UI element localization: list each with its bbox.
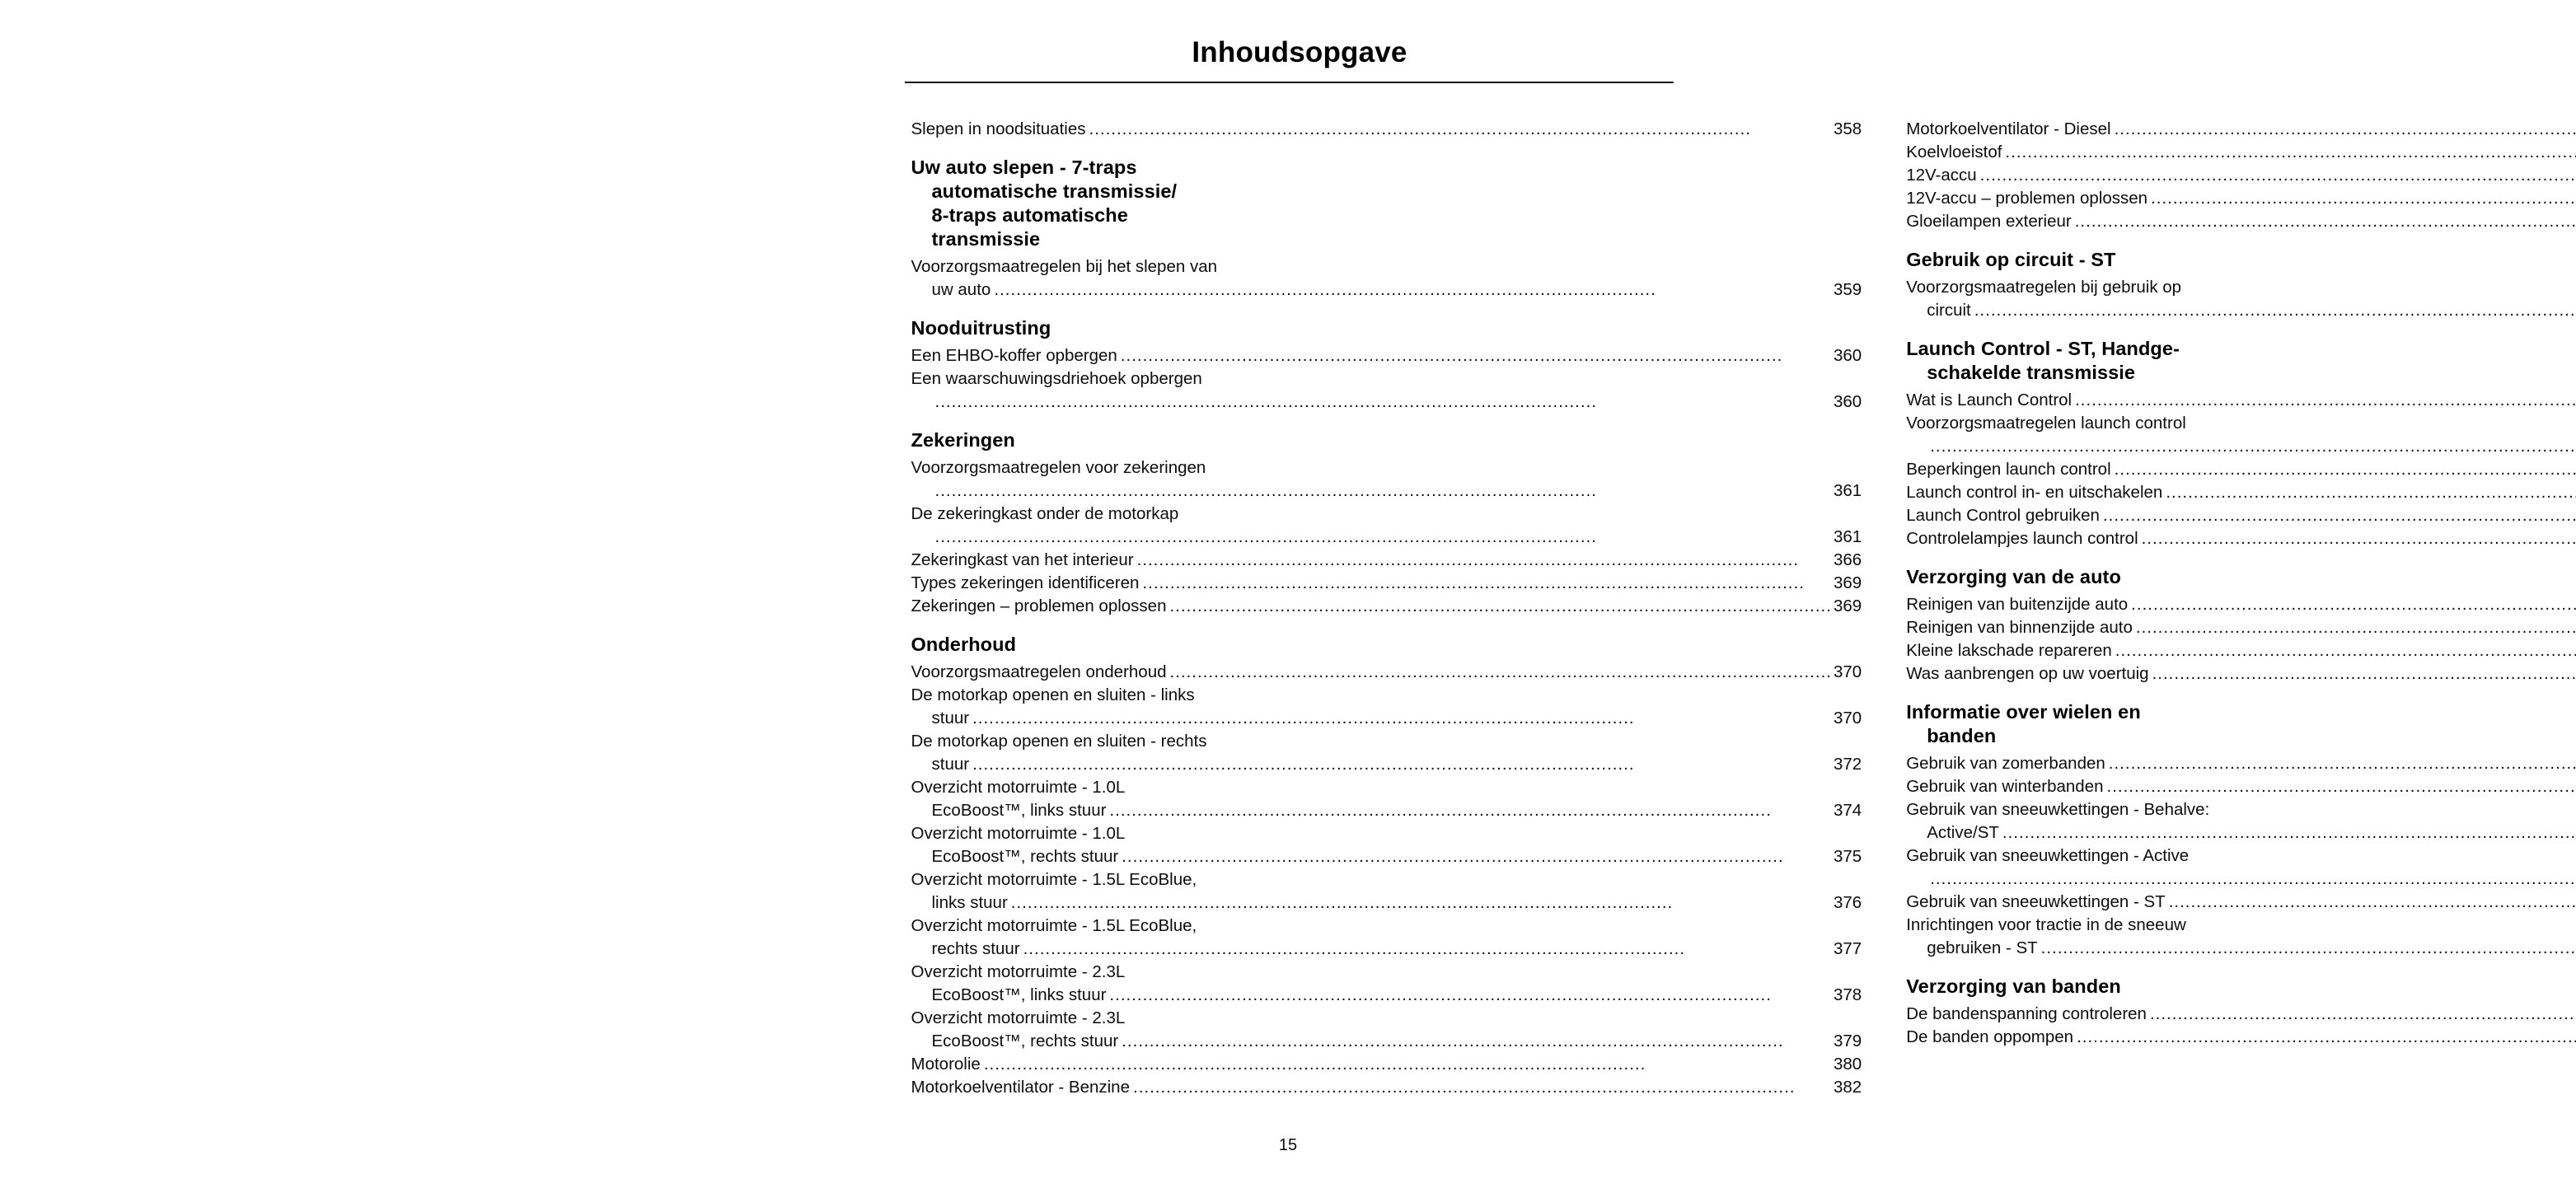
leader-dots [2075,210,2576,233]
toc-entry-page-number: 382 [1833,1078,1862,1097]
toc-entry-last-line [1906,164,2576,187]
leader-dots [2075,389,2576,412]
toc-entry-text: uw auto [931,280,991,299]
toc-entry-text: De bandenspanning controleren [1906,1004,2147,1023]
toc-entry [911,1076,1862,1099]
toc-entry-text-line: De motorkap openen en sluiten - rechts [911,732,1207,751]
toc-entry-last-line [911,549,1862,572]
toc-entry [911,503,1862,549]
toc-entry-page-number: 380 [1833,1055,1862,1074]
toc-entry [1906,118,2576,141]
toc-entry-text: Gebruik van winterbanden [1906,777,2104,796]
toc-entry-text-line: Gebruik van sneeuwkettingen - Active [1906,846,2190,865]
toc-entry-text-line: Voorzorgsmaatregelen launch control [1906,414,2186,433]
toc-entry [1906,210,2576,233]
toc-entry-last-line [911,753,1862,776]
toc-entry [911,367,1862,414]
leader-dots [1137,549,1832,572]
toc-entry-text: Gebruik van sneeuwkettingen - ST [1906,892,2166,911]
toc-entry-text: Launch control in- en uitschakelen [1906,483,2163,502]
toc-entry-last-line [1906,639,2576,662]
toc-entry [1906,914,2576,960]
page-title: Inhoudsopgave [1192,36,1407,68]
toc-entry [911,961,1862,1007]
page-header [911,36,1688,83]
toc-entry-last-line [1906,662,2576,685]
leader-dots [994,278,1832,302]
leader-dots [1011,891,1832,915]
toc-entry-page-number: 378 [1833,985,1862,1004]
toc-entry-last-line [1906,481,2576,504]
toc-section-heading-line: automatische transmissie/ [931,180,1178,202]
leader-dots [1089,118,1832,141]
toc-entry-text: Wat is Launch Control [1906,391,2073,409]
toc-entry-last-line [911,938,1862,961]
toc-entry-last-line [911,845,1862,868]
toc-section-heading-line: 8-traps automatische [931,204,1128,226]
toc-entry-text-line: Overzicht motorruimte - 1.0L [911,824,1126,843]
toc-column-right [1906,118,2576,1099]
toc-entry [1906,481,2576,504]
toc-section-heading [1906,248,2576,272]
toc-entry-last-line [1906,616,2576,639]
toc-entry [1906,187,2576,210]
toc-entry-last-line [911,526,1862,549]
toc-entry-text-line: Voorzorgsmaatregelen bij gebruik op [1906,278,2182,297]
toc-entry [911,255,1862,302]
toc-column-left [911,118,1862,1099]
leader-dots [972,753,1832,776]
toc-section-heading [1906,565,2576,589]
leader-dots [2142,527,2576,550]
toc-entry [1906,389,2576,412]
toc-entry-last-line [1906,775,2576,798]
toc-section-heading-line: Verzorging van de auto [1906,566,2121,587]
toc-entry-page-number: 375 [1833,847,1862,866]
toc-section-heading-line: transmissie [931,228,1041,250]
leader-dots [2115,458,2576,481]
leader-dots [2136,616,2576,639]
toc-entry-last-line [911,480,1862,503]
toc-entry-text: Beperkingen launch control [1906,460,2111,479]
page-footer [854,1136,1723,1155]
toc-entry [1906,458,2576,481]
toc-section-heading [1906,337,2576,385]
leader-dots [2103,504,2576,527]
toc-entry-text: 12V-accu [1906,166,1977,185]
toc-entry-last-line [911,1053,1862,1076]
toc-entry-last-line [911,984,1862,1007]
toc-section-heading-line: Verzorging van banden [1906,975,2121,997]
toc-entry [1906,662,2576,685]
toc-entry-text: EcoBoost™, links stuur [931,801,1107,820]
manual-page [854,0,2210,1193]
toc-entry-last-line [911,707,1862,730]
toc-section-heading-line: Gebruik op circuit - ST [1906,249,2116,270]
toc-entry [1906,891,2576,914]
toc-entry-text-line: De zekeringkast onder de motorkap [911,504,1179,523]
toc-entry-text: Motorkoelventilator - Diesel [1906,119,2111,138]
leader-dots [1170,661,1832,684]
header-divider [905,82,1674,83]
toc-entry-last-line [911,278,1862,302]
toc-entry-last-line [1906,1026,2576,1049]
toc-entry [1906,639,2576,662]
toc-entry [911,730,1862,776]
leader-dots [1121,344,1832,367]
toc-entry-text: gebruiken - ST [1927,938,2038,957]
leader-dots [1109,799,1832,822]
toc-entry [1906,164,2576,187]
page-number: 15 [1278,1136,1298,1154]
toc-entry [911,868,1862,915]
toc-entry-last-line [911,799,1862,822]
toc-entry [1906,844,2576,891]
toc-section-heading [911,316,1862,340]
toc-entry-last-line [911,661,1862,684]
toc-entry-text-line: Gebruik van sneeuwkettingen - Behalve: [1906,800,2210,819]
toc-entry-last-line [1906,458,2576,481]
toc-entry-page-number: 358 [1833,119,1862,138]
toc-entry-page-number: 372 [1833,755,1862,774]
toc-entry [911,915,1862,961]
toc-entry-last-line [1906,118,2576,141]
toc-entry-text-line: Overzicht motorruimte - 2.3L [911,962,1126,981]
toc-entry-text: Voorzorgsmaatregelen onderhoud [911,662,1167,681]
toc-section-heading [911,428,1862,452]
toc-entry-text-line: De motorkap openen en sluiten - links [911,685,1195,704]
toc-entry [911,661,1862,684]
toc-entry-last-line [1906,299,2576,322]
toc-entry-last-line [1906,210,2576,233]
toc-entry-page-number: 370 [1833,709,1862,727]
toc-entry-last-line [1906,891,2576,914]
toc-entry-text: Zekeringen – problemen oplossen [911,596,1167,615]
leader-dots [2002,821,2576,844]
toc-section-heading [911,156,1862,251]
toc-entry [911,595,1862,618]
toc-entry-last-line [911,1030,1862,1053]
toc-section-heading [1906,975,2576,999]
leader-dots [1169,595,1831,618]
toc-entry-text: rechts stuur [931,939,1020,958]
toc-entry [1906,775,2576,798]
toc-entry-text: Reinigen van buitenzijde auto [1906,595,2129,614]
leader-dots [2107,775,2576,798]
toc-entry-text: Kleine lakschade repareren [1906,641,2112,660]
toc-entry-text: Motorkoelventilator - Benzine [911,1078,1130,1097]
toc-entry-text: Gebruik van zomerbanden [1906,754,2105,773]
toc-entry-last-line [911,391,1862,414]
toc-section-heading-line: Informatie over wielen en [1906,701,2141,723]
toc-entry-text: stuur [931,755,970,774]
leader-dots [2152,662,2576,685]
toc-entry-text: Controlelampjes launch control [1906,529,2138,548]
toc-entry-page-number: 360 [1833,346,1862,365]
toc-section-heading-line: Uw auto slepen - 7-traps [911,157,1137,178]
toc-entry [1906,1026,2576,1049]
toc-entry-text-line: Voorzorgsmaatregelen voor zekeringen [911,458,1206,477]
toc-section-heading [1906,700,2576,748]
toc-section-heading-line: Zekeringen [911,429,1015,451]
toc-entry [911,822,1862,868]
leader-dots [2005,141,2576,164]
toc-entry-last-line [1906,821,2576,844]
toc-entry-text: Zekeringkast van het interieur [911,550,1134,569]
toc-entry-page-number: 369 [1833,596,1862,615]
leader-dots [2077,1026,2576,1049]
toc-entry-page-number: 369 [1833,573,1862,592]
leader-dots [2131,593,2576,616]
toc-entry-page-number: 379 [1833,1032,1862,1050]
leader-dots [1133,1076,1832,1099]
leader-dots [1980,164,2576,187]
toc-entry [911,344,1862,367]
toc-section-heading-line: schakelde transmissie [1927,362,2136,383]
toc-entry-text: Motorolie [911,1055,981,1074]
toc-entry-last-line [1906,141,2576,164]
toc-entry-text: EcoBoost™, rechts stuur [931,1032,1119,1050]
toc-entry [1906,527,2576,550]
leader-dots [2151,187,2576,210]
leader-dots [1974,299,2576,322]
toc-entry [911,1053,1862,1076]
toc-entry-text: Types zekeringen identificeren [911,573,1140,592]
toc-entry-last-line [1906,593,2576,616]
toc-entry-text: Gloeilampen exterieur [1906,212,2072,231]
leader-dots [935,391,1832,414]
toc-entry-text: Active/ST [1927,823,1999,842]
toc-entry-text: De banden oppompen [1906,1027,2074,1046]
toc-entry [1906,616,2576,639]
leader-dots [1122,845,1832,868]
toc-entry [911,572,1862,595]
toc-entry-page-number: 370 [1833,662,1862,681]
toc-entry-text: stuur [931,709,970,727]
leader-dots [935,480,1832,503]
toc-entry-last-line [1906,868,2576,891]
toc-entry-text: circuit [1927,301,1971,320]
toc-entry-last-line [1906,187,2576,210]
toc-entry-last-line [1906,389,2576,412]
toc-entry-last-line [911,595,1862,618]
toc-entry-text: EcoBoost™, rechts stuur [931,847,1119,866]
toc-entry-last-line [911,572,1862,595]
toc-entry-last-line [911,891,1862,915]
toc-entry [1906,412,2576,458]
toc-entry-last-line [911,1076,1862,1099]
toc-entry [1906,276,2576,322]
leader-dots [1109,984,1832,1007]
toc-entry-page-number: 366 [1833,550,1862,569]
leader-dots [935,526,1832,549]
leader-dots [2166,481,2576,504]
toc-section-heading-line: banden [1927,725,1997,746]
leader-dots [1023,938,1832,961]
toc-entry [1906,141,2576,164]
toc-entry-text: Reinigen van binnenzijde auto [1906,618,2133,637]
toc-entry-text-line: Voorzorgsmaatregelen bij het slepen van [911,257,1218,276]
toc-entry-text: 12V-accu – problemen oplossen [1906,189,2148,208]
toc-entry-page-number: 377 [1833,939,1862,958]
toc-section-heading-line: Onderhoud [911,634,1017,655]
toc-entry-text: Launch Control gebruiken [1906,506,2100,525]
leader-dots [1122,1030,1832,1053]
leader-dots [2150,1003,2576,1026]
toc-entry-page-number: 376 [1833,893,1862,912]
toc-entry-page-number: 361 [1833,481,1862,500]
toc-entry-text-line: Overzicht motorruimte - 1.0L [911,778,1126,797]
toc-entry [911,684,1862,730]
toc-entry-last-line [1906,435,2576,458]
leader-dots [2109,752,2576,775]
toc-entry [1906,593,2576,616]
toc-entry-text-line: Overzicht motorruimte - 1.5L EcoBlue, [911,916,1197,935]
toc-section-heading [911,633,1862,657]
toc-entry [911,549,1862,572]
toc-entry [1906,1003,2576,1026]
table-of-contents [911,118,2210,1099]
toc-entry-page-number: 361 [1833,527,1862,546]
toc-entry [911,118,1862,141]
toc-entry-text: Een EHBO-koffer opbergen [911,346,1117,365]
toc-entry [911,456,1862,503]
leader-dots [1142,572,1832,595]
toc-entry-page-number: 374 [1833,801,1862,820]
leader-dots [2169,891,2576,914]
toc-entry-text: links stuur [931,893,1008,912]
toc-entry-last-line [1906,937,2576,960]
toc-entry [911,776,1862,822]
leader-dots [2115,639,2576,662]
toc-entry-text-line: Overzicht motorruimte - 1.5L EcoBlue, [911,870,1197,889]
toc-entry [1906,752,2576,775]
leader-dots [972,707,1832,730]
toc-entry-last-line [911,344,1862,367]
toc-entry-last-line [1906,1003,2576,1026]
toc-entry-text: Was aanbrengen op uw voertuig [1906,664,2149,683]
leader-dots [2115,118,2576,141]
toc-entry-text-line: Een waarschuwingsdriehoek opbergen [911,369,1202,388]
toc-entry-text-line: Inrichtingen voor tractie in de sneeuw [1906,915,2186,934]
toc-entry-last-line [1906,504,2576,527]
toc-entry-page-number: 359 [1833,280,1862,299]
toc-section-heading-line: Launch Control - ST, Handge- [1906,338,2180,359]
toc-entry [1906,798,2576,844]
toc-entry-text: Slepen in noodsituaties [911,119,1086,138]
toc-entry [911,1007,1862,1053]
toc-entry-text: Koelvloeistof [1906,143,2002,161]
toc-entry-text: EcoBoost™, links stuur [931,985,1107,1004]
leader-dots [1930,868,2576,891]
leader-dots [2041,937,2576,960]
toc-entry [1906,504,2576,527]
toc-entry-last-line [1906,752,2576,775]
leader-dots [984,1053,1832,1076]
leader-dots [1930,435,2576,458]
toc-entry-text-line: Overzicht motorruimte - 2.3L [911,1008,1126,1027]
toc-entry-last-line [1906,527,2576,550]
toc-section-heading-line: Nooduitrusting [911,317,1051,339]
toc-entry-last-line [911,118,1862,141]
toc-entry-page-number: 360 [1833,392,1862,411]
